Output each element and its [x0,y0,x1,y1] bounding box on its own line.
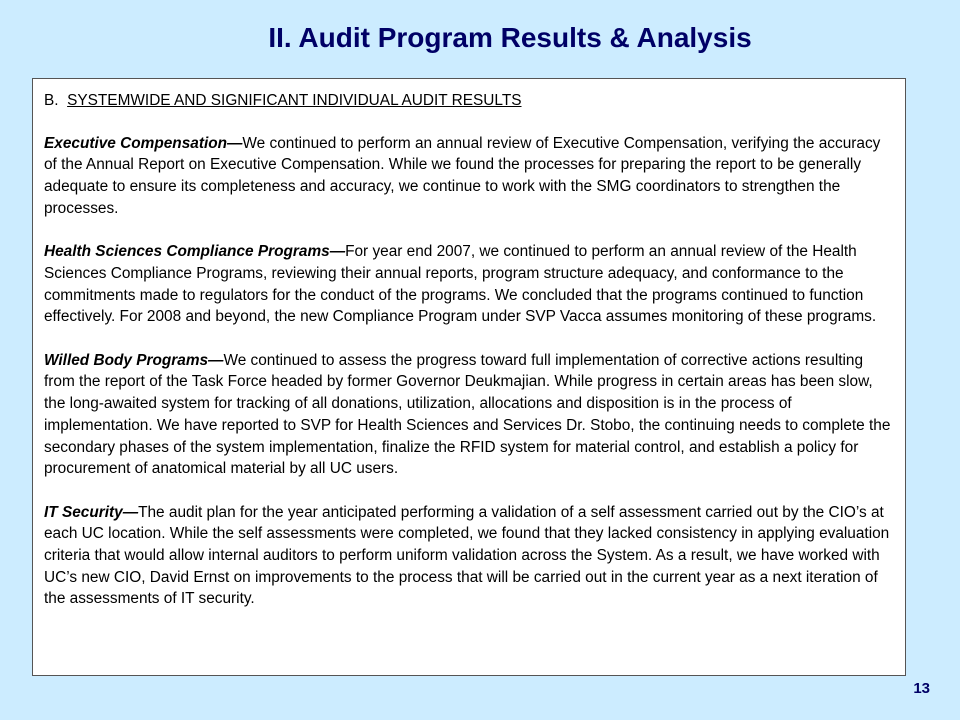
paragraph-text: We continued to perform an annual review of Executive Compensation, verifying the accuracy of the Annual Report on Executive Compensation. While we found the processes for preparing the report to be generally adequate to ensure its completeness and accuracy, we continue to work with the SMG coordinators to strengthen the processes. [44,134,881,217]
content-box [32,78,906,676]
paragraph-text: We continued to assess the progress toward full implementation of corrective actions resulting from the report of the Task Force headed by former Governor Deukmajian. While progress in certain areas has been slow, the long-awaited system for tracking of all donations, utilization, allocations and disposition is in the process of implementation. We have reported to SVP for Health Sciences and Services Dr. Stobo, the continuing needs to complete the secondary phases of the system implementation, finalize the RFID system for material control, and establish a policy for procurement of anatomical material by all UC users. [44,351,891,478]
section-letter: B. [44,92,59,109]
paragraph-heading: Executive Compensation— [44,134,243,152]
it-security-paragraph [44,502,895,611]
paragraph-text: The audit plan for the year anticipated performing a validation of a self assessment carried out by the CIO’s at each UC location. While the self assessments were completed, we found that they lacked consistency in applying evaluation criteria that would allow internal auditors to perform uniform validation across the System. As a result, we have worked with UC’s new CIO, David Ernst on improvements to the process that will be carried out in the current year as a next iteration of the assessments of IT security. [44,503,890,608]
paragraph-heading: IT Security— [44,503,139,521]
section-heading [44,90,895,112]
page-number: 13 [913,680,930,697]
executive-compensation-paragraph [44,133,895,220]
willed-body-programs-paragraph [44,350,895,480]
paragraph-text: For year end 2007, we continued to perform an annual review of the Health Sciences Compliance Programs, reviewing their annual reports, program structure adequacy, and conformance to the commitments made to regulators for the conduct of the programs. We concluded that the programs continued to function effectively. For 2008 and beyond, the new Compliance Program under SVP Vacca assumes monitoring of these programs. [44,243,877,326]
paragraph-heading: Willed Body Programs— [44,351,224,369]
health-sciences-compliance-paragraph [44,241,895,328]
section-title: SYSTEMWIDE AND SIGNIFICANT INDIVIDUAL AUDIT RESULTS [67,92,522,109]
paragraph-heading: Health Sciences Compliance Programs— [44,243,346,261]
slide-title: II. Audit Program Results & Analysis [268,22,752,53]
